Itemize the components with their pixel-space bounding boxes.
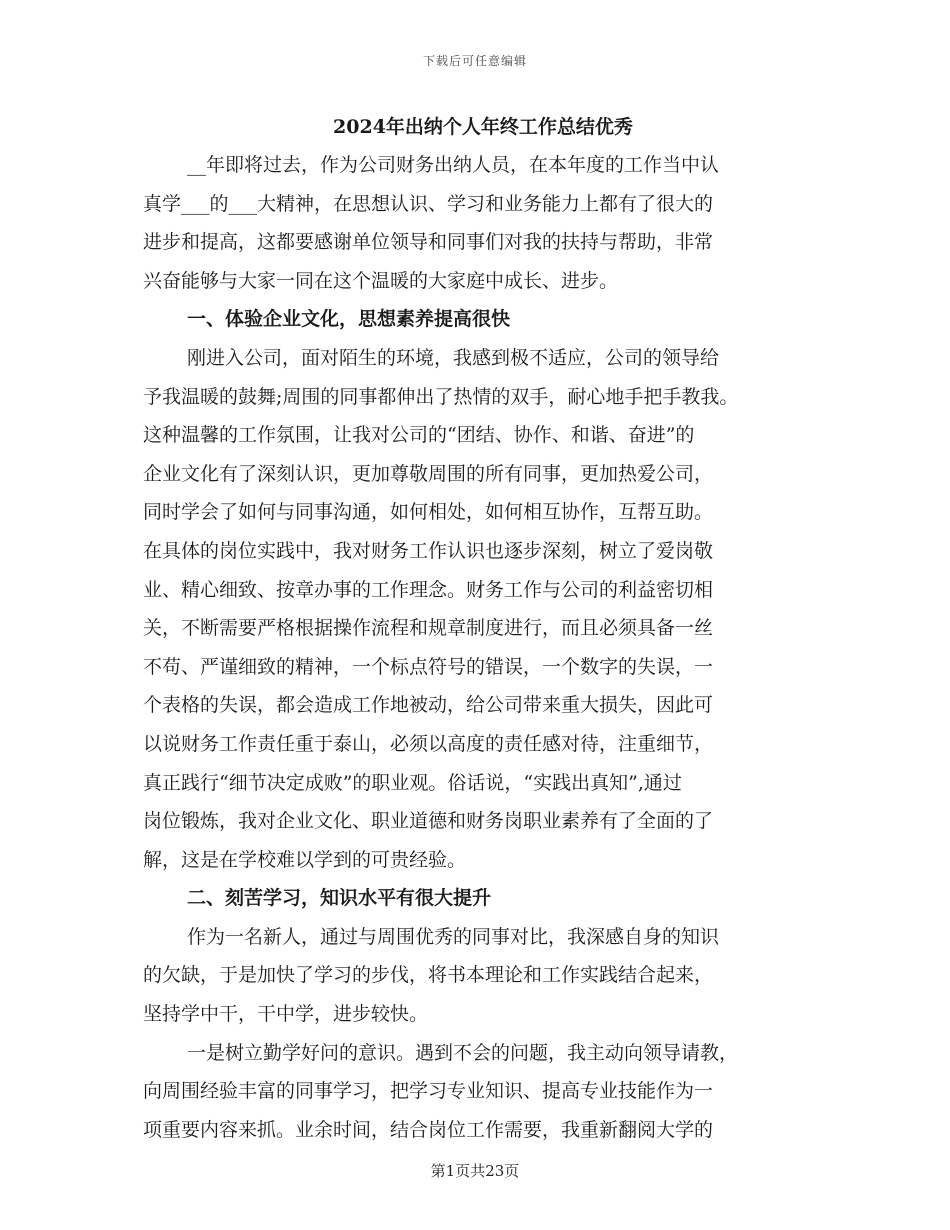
text-line: 这种温馨的工作氛围，让我对公司的“团结、协作、和谐、奋进”的 bbox=[143, 424, 695, 447]
text-line: 予我温暖的鼓舞;周围的同事都伸出了热情的双手，耐心地手把手教我。 bbox=[143, 385, 739, 408]
text-line: __年即将过去，作为公司财务出纳人员，在本年度的工作当中认 bbox=[187, 154, 720, 176]
text-line: 兴奋能够与大家一同在这个温暖的大家庭中成长、进步。 bbox=[143, 269, 619, 292]
text-line: 个表格的失误，都会造成工作地被动，给公司带来重大损失，因此可 bbox=[143, 694, 714, 717]
text-line: 真正践行“细节决定成败”的职业观。俗话说，“实践出真知”,通过 bbox=[143, 771, 682, 794]
text-line: 企业文化有了深刻认识，更加尊敬周围的所有同事，更加热爱公司， bbox=[143, 462, 714, 485]
text-line: 刚进入公司，面对陌生的环境，我感到极不适应，公司的领导给 bbox=[187, 346, 720, 369]
document-body bbox=[143, 108, 815, 1149]
text-line: 进步和提高，这都要感谢单位领导和同事们对我的扶持与帮助，非常 bbox=[143, 231, 714, 254]
text-line: 在具体的岗位实践中，我对财务工作认识也逐步深刻，树立了爱岗敬 bbox=[143, 539, 714, 562]
text-line: 岗位锻炼，我对企业文化、职业道德和财务岗职业素养有了全面的了 bbox=[143, 810, 714, 833]
text-line: 一是树立勤学好问的意识。遇到不会的问题，我主动向领导请教， bbox=[187, 1041, 739, 1064]
header-note: 下载后可任意编辑 bbox=[422, 54, 527, 68]
section-heading-2: 二、刻苦学习，知识水平有很大提升 bbox=[187, 887, 492, 910]
text-line: 以说财务工作责任重于泰山，必须以高度的责任感对待，注重细节， bbox=[143, 732, 714, 755]
text-line: 真学___的___大精神，在思想认识、学习和业务能力上都有了很大的 bbox=[143, 192, 714, 215]
text-line: 的欠缺，于是加快了学习的步伐，将书本理论和工作实践结合起来， bbox=[143, 964, 714, 987]
section-heading-1: 一、体验企业文化，思想素养提高很快 bbox=[187, 308, 511, 331]
text-line: 坚持学中干，干中学，进步较快。 bbox=[143, 1003, 429, 1026]
text-line: 作为一名新人，通过与周围优秀的同事对比，我深感自身的知识 bbox=[187, 925, 720, 948]
text-line: 同时学会了如何与同事沟通，如何相处，如何相互协作，互帮互助。 bbox=[143, 501, 714, 524]
text-line: 业、精心细致、按章办事的工作理念。财务工作与公司的利益密切相 bbox=[143, 578, 714, 601]
text-line: 解，这是在学校难以学到的可贵经验。 bbox=[143, 848, 467, 871]
document-title: 2024年出纳个人年终工作总结优秀 bbox=[333, 116, 633, 138]
text-line: 关，不断需要严格根据操作流程和规章制度进行，而且必须具备一丝 bbox=[143, 617, 714, 640]
text-line: 向周围经验丰富的同事学习，把学习专业知识、提高专业技能作为一 bbox=[143, 1080, 714, 1103]
page-number: 第1页共23页 bbox=[430, 1162, 520, 1180]
text-line: 不苟、严谨细致的精神，一个标点符号的错误，一个数字的失误，一 bbox=[143, 655, 714, 678]
text-line: 项重要内容来抓。业余时间，结合岗位工作需要，我重新翻阅大学的 bbox=[143, 1118, 714, 1141]
